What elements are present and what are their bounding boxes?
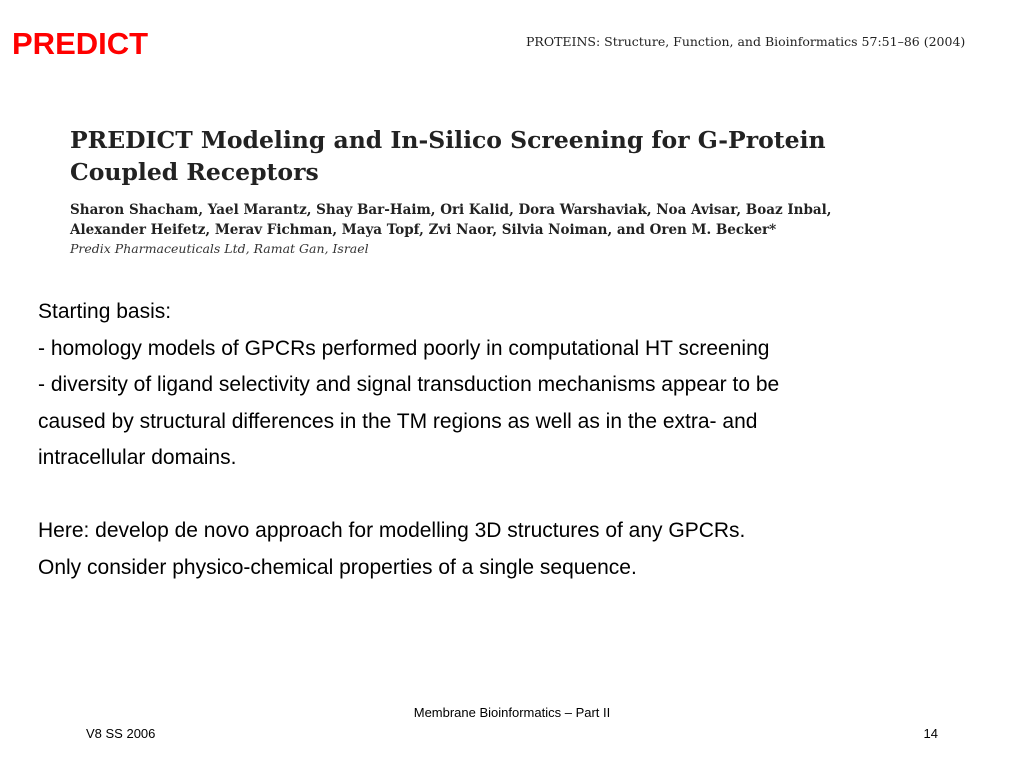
paper-affiliation: Predix Pharmaceuticals Ltd, Ramat Gan, Israel (70, 241, 369, 256)
footer-semester: V8 SS 2006 (86, 726, 156, 741)
paper-authors-line: Alexander Heifetz, Merav Fichman, Maya Topf, Zvi Naor, Silvia Noiman, and Oren M. Becker* (70, 222, 777, 238)
body-line: - diversity of ligand selectivity and signal transduction mechanisms appear to be (38, 373, 780, 396)
body-line: Starting basis: (38, 300, 172, 323)
footer-course-title: Membrane Bioinformatics – Part II (413, 705, 611, 720)
paper-title (70, 124, 950, 188)
paper-authors (70, 200, 890, 240)
body-line: - homology models of GPCRs performed poorly in computational HT screening (38, 336, 770, 360)
paper-header-excerpt (70, 124, 970, 257)
footer-page-number: 14 (923, 726, 938, 741)
paper-title-line: Coupled Receptors (70, 158, 319, 186)
journal-reference: PROTEINS: Structure, Function, and Bioinformatics 57:51–86 (2004) (526, 34, 966, 49)
body-line: Only consider physico-chemical properties of a single sequence. (38, 555, 637, 579)
paragraph-gap (38, 477, 998, 514)
body-line: intracellular domains. (38, 446, 237, 469)
paper-title-line: PREDICT Modeling and In-Silico Screening for G-Protein (70, 126, 826, 154)
slide-body (38, 294, 998, 586)
body-line: caused by structural differences in the TM regions as well as in the extra- and (38, 409, 758, 433)
paper-authors-line: Sharon Shacham, Yael Marantz, Shay Bar-Haim, Ori Kalid, Dora Warshaviak, Noa Avisar, Boaz Inbal, (70, 202, 832, 218)
slide-title: PREDICT (12, 26, 149, 61)
body-line: Here: develop de novo approach for modelling 3D structures of any GPCRs. (38, 519, 746, 542)
